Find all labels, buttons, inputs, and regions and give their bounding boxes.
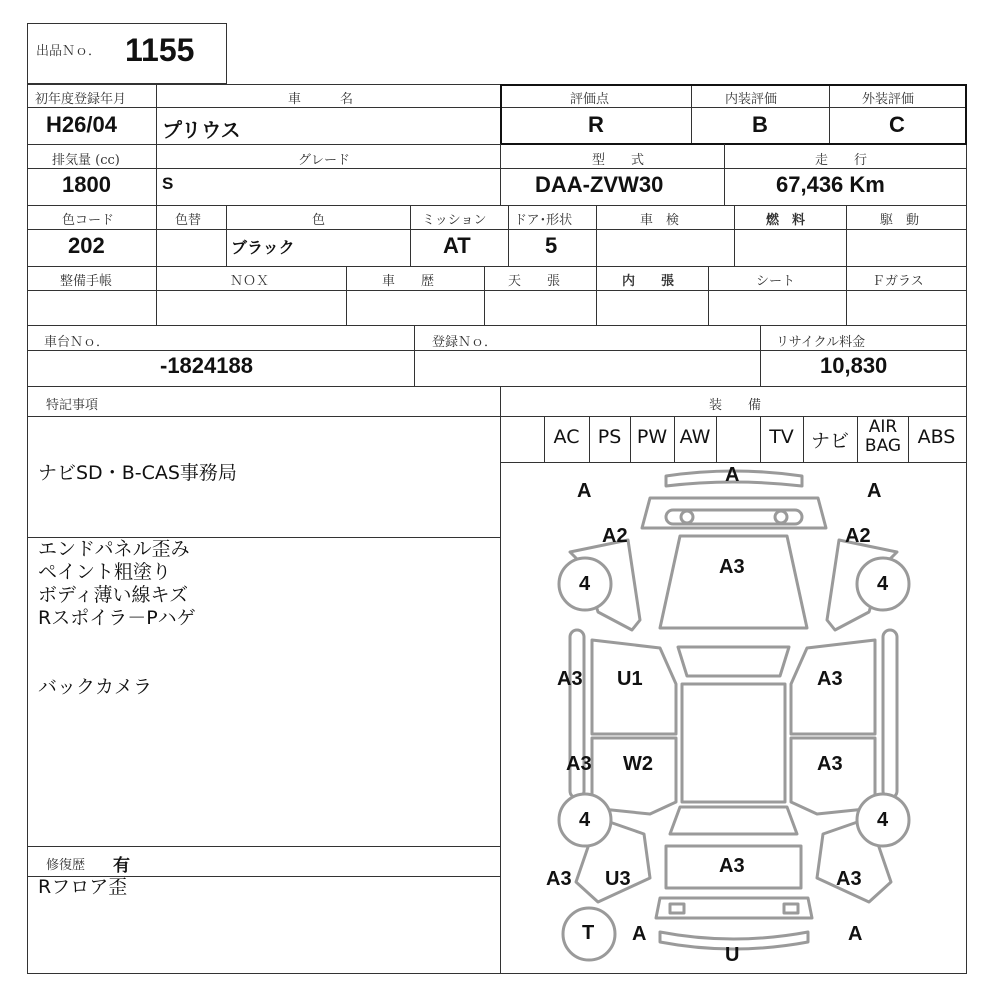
displacement-value: 1800 <box>62 172 111 197</box>
mark-left-quarter: W2 <box>623 753 653 775</box>
model-value: DAA-ZVW30 <box>535 172 664 197</box>
displacement-label: 排気量 (cc) <box>52 153 120 168</box>
inspection-label: 車 検 <box>640 213 680 228</box>
mileage-value: 67,436 Km <box>776 172 885 197</box>
glass-label: Ｆガラス <box>872 274 924 289</box>
repaint-label: 色替 <box>175 213 202 228</box>
door-value: 5 <box>545 233 558 258</box>
mark-front-left: A <box>577 480 592 502</box>
interior-label: 内装評価 <box>725 92 778 107</box>
first-reg-label: 初年度登録年月 <box>35 92 127 107</box>
equip-airbag: AIR BAG <box>864 417 902 456</box>
car-name-label: 車 名 <box>288 92 354 107</box>
mark-rear-sill: U3 <box>605 868 631 890</box>
mark-left-front-door: A3 <box>557 668 583 690</box>
registration-label: 登録Ｎｏ． <box>432 335 498 350</box>
mark-left-sill: U1 <box>617 668 643 690</box>
note-line-3: ボディ薄い線キズ <box>38 584 189 606</box>
interior-trim-label: 内 張 <box>622 274 675 289</box>
mark-tire-rl: 4 <box>579 809 591 831</box>
mark-tire-rr: 4 <box>877 809 889 831</box>
chassis-label: 車台Ｎｏ． <box>44 335 110 350</box>
mark-front-right: A <box>867 480 882 502</box>
transmission-label: ミッション <box>422 213 487 228</box>
chassis-value: -1824188 <box>160 353 253 378</box>
mark-trunk: A3 <box>719 855 745 877</box>
mark-rear-left: A3 <box>546 868 572 890</box>
special-label: 特記事項 <box>46 398 99 413</box>
mark-right-rear-door: A3 <box>817 753 843 775</box>
repair-label: 修復歴 <box>46 858 86 873</box>
history-label: 車 歴 <box>382 274 435 289</box>
color-value: ブラック <box>231 240 295 257</box>
repair-value: 有 <box>113 856 130 875</box>
exterior-value: C <box>889 112 905 137</box>
mark-tire-fr: 4 <box>877 573 889 595</box>
drive-label: 駆 動 <box>880 213 920 228</box>
mark-a2-left: A2 <box>602 525 628 547</box>
equip-ac: AC <box>553 426 580 448</box>
grade-value: S <box>162 174 174 193</box>
door-label: ドア･形状 <box>514 213 573 228</box>
score-label: 評価点 <box>570 92 610 107</box>
color-label: 色 <box>312 213 326 228</box>
equip-aw: AW <box>679 426 711 448</box>
recycle-value: 10,830 <box>820 353 888 378</box>
mark-right-front-door: A3 <box>817 668 843 690</box>
sunroof-label: 天 張 <box>508 274 561 289</box>
mark-tire-fl: 4 <box>579 573 591 595</box>
note-line-2: ペイント粗塗り <box>38 561 172 583</box>
nox-label: ＮＯＸ <box>230 274 270 289</box>
equipment-label: 装 備 <box>709 398 762 413</box>
score-value: R <box>588 112 604 137</box>
mark-rear-bumper: U <box>725 944 740 966</box>
seat-label: シート <box>756 274 796 289</box>
maintenance-label: 整備手帳 <box>60 274 113 289</box>
mark-front-bumper: A <box>725 464 740 486</box>
interior-value: B <box>752 112 768 137</box>
color-code-value: 202 <box>68 233 105 258</box>
mark-rear-bumper-right: A <box>848 923 863 945</box>
color-code-label: 色コード <box>62 213 115 228</box>
lot-number: 1155 <box>125 32 195 68</box>
repair-text: Rフロア歪 <box>38 876 128 898</box>
grade-label: グレード <box>298 153 351 168</box>
car-name-value: プリウス <box>162 120 241 142</box>
first-reg-value: H26/04 <box>46 112 117 137</box>
lot-label: 出品Ｎｏ． <box>36 44 102 59</box>
model-label: 型 式 <box>592 153 645 168</box>
equip-navi: ナビ <box>810 430 849 452</box>
mark-hood: A3 <box>719 556 745 578</box>
mark-rear-right: A3 <box>836 868 862 890</box>
equip-pw: PW <box>636 426 668 448</box>
mark-spare: T <box>582 922 595 944</box>
recycle-label: リサイクル料金 <box>776 335 866 350</box>
mark-a2-right: A2 <box>845 525 871 547</box>
note-line-1: エンドパネル歪み <box>38 538 190 560</box>
equip-ps: PS <box>597 426 622 448</box>
exterior-label: 外装評価 <box>862 92 915 107</box>
car-diagram <box>500 462 967 974</box>
mark-left-rear-door: A3 <box>566 753 592 775</box>
equip-tv: TV <box>769 426 794 448</box>
transmission-value: AT <box>443 233 471 258</box>
equip-abs: ABS <box>917 426 956 448</box>
fuel-label: 燃 料 <box>766 213 806 228</box>
note-line-4: Rスポイラ－Pハゲ <box>38 607 196 629</box>
mark-rear-bumper-left: A <box>632 923 647 945</box>
mileage-label: 走 行 <box>815 153 868 168</box>
special-text: ナビSD・B-CAS事務局 <box>38 462 237 484</box>
note-line-6: バックカメラ <box>38 676 153 698</box>
